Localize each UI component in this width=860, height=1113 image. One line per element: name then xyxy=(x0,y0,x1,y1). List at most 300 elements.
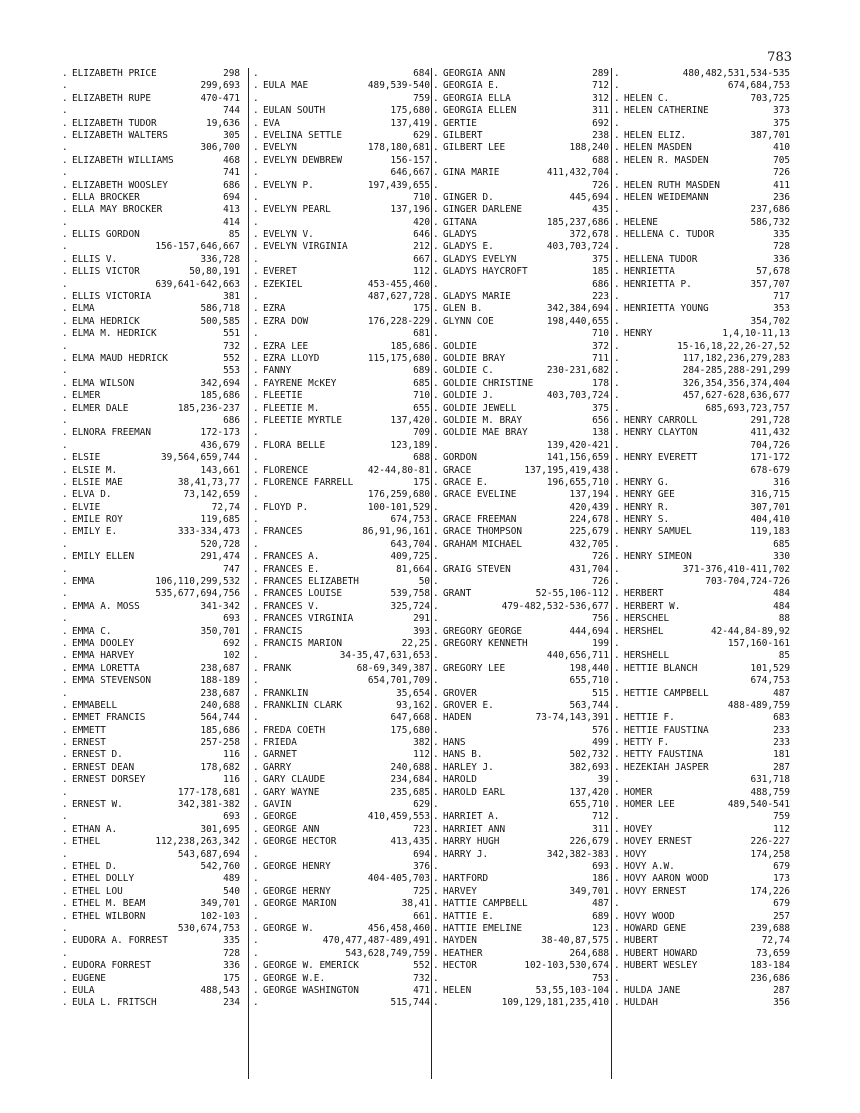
index-entry xyxy=(614,836,790,848)
entry-bullet: . xyxy=(433,390,439,402)
entry-pages: 237,686 xyxy=(750,204,790,216)
entry-bullet: . xyxy=(433,873,439,885)
entry-name: HENRY R. xyxy=(624,501,670,513)
entry-pages: 233 xyxy=(773,724,790,736)
entry-name: EMMA xyxy=(72,576,95,588)
entry-pages: 403,703,724 xyxy=(546,390,609,402)
entry-bullet: . xyxy=(433,848,439,860)
entry-name: ETHEL WILBORN xyxy=(72,910,146,922)
index-entry-continuation xyxy=(614,564,790,576)
entry-bullet: . xyxy=(433,229,439,241)
entry-pages: 307,701 xyxy=(750,501,790,513)
entry-name: EMILE ROY xyxy=(72,514,123,526)
entry-pages: 371-376,410-411,702 xyxy=(682,563,790,575)
index-entry xyxy=(62,204,240,216)
entry-bullet: . xyxy=(614,191,620,203)
entry-pages: 353 xyxy=(773,303,790,315)
entry-pages: 688 xyxy=(413,452,430,464)
entry-name: HOVY AARON WOOD xyxy=(624,873,709,885)
index-entry xyxy=(433,712,609,724)
entry-bullet: . xyxy=(253,340,259,352)
index-entry-continuation xyxy=(614,341,790,353)
index-entry xyxy=(62,390,240,402)
entry-bullet: . xyxy=(433,414,439,426)
entry-bullet: . xyxy=(614,501,620,513)
entry-pages: 264,688 xyxy=(569,947,609,959)
entry-pages: 86,91,96,161 xyxy=(362,526,430,538)
entry-pages: 487 xyxy=(592,898,609,910)
index-entry-continuation xyxy=(62,787,240,799)
index-entry xyxy=(614,688,790,700)
index-entry xyxy=(253,576,430,588)
entry-name: ELMA MAUD HEDRICK xyxy=(72,352,168,364)
entry-bullet: . xyxy=(433,712,439,724)
entry-pages: 470-471 xyxy=(200,92,240,104)
index-entry xyxy=(614,551,790,563)
index-entry xyxy=(614,526,790,538)
entry-bullet: . xyxy=(62,724,68,736)
entry-bullet: . xyxy=(614,737,620,749)
entry-name: ERNEST DEAN xyxy=(72,761,135,773)
entry-name: GEORGE HERNY xyxy=(263,885,331,897)
index-entry xyxy=(62,663,240,675)
entry-bullet: . xyxy=(62,551,68,563)
entry-bullet: . xyxy=(62,402,68,414)
entry-bullet: . xyxy=(253,997,259,1009)
entry-name: FRANCES VIRGINIA xyxy=(263,613,354,625)
entry-bullet: . xyxy=(62,439,68,451)
index-entry xyxy=(62,130,240,142)
index-entry-continuation xyxy=(433,155,609,167)
index-entry-continuation xyxy=(62,849,240,861)
entry-bullet: . xyxy=(62,898,68,910)
entry-pages: 372,678 xyxy=(569,229,609,241)
entry-bullet: . xyxy=(253,724,259,736)
index-entry xyxy=(614,849,790,861)
entry-bullet: . xyxy=(253,303,259,315)
entry-pages: 143,661 xyxy=(200,464,240,476)
entry-bullet: . xyxy=(253,613,259,625)
entry-bullet: . xyxy=(614,105,620,117)
entry-name: ELNORA FREEMAN xyxy=(72,427,152,439)
index-entry-continuation xyxy=(433,180,609,192)
entry-pages: 732 xyxy=(223,340,240,352)
entry-name: FRANCIS MARION xyxy=(263,637,343,649)
entry-bullet: . xyxy=(433,811,439,823)
entry-bullet: . xyxy=(614,774,620,786)
entry-pages: 335 xyxy=(773,229,790,241)
entry-bullet: . xyxy=(62,328,68,340)
entry-bullet: . xyxy=(253,898,259,910)
index-entry-continuation xyxy=(253,539,430,551)
entry-bullet: . xyxy=(62,476,68,488)
entry-pages: 171-172 xyxy=(750,452,790,464)
entry-bullet: . xyxy=(614,885,620,897)
index-entry xyxy=(253,341,430,353)
index-entry-continuation xyxy=(614,675,790,687)
entry-pages: 354,702 xyxy=(750,315,790,327)
index-entry-continuation xyxy=(614,539,790,551)
entry-name: GOLDIE J. xyxy=(443,390,494,402)
entry-bullet: . xyxy=(62,204,68,216)
entry-bullet: . xyxy=(433,551,439,563)
index-entry xyxy=(614,180,790,192)
entry-pages: 656 xyxy=(592,414,609,426)
entry-bullet: . xyxy=(253,154,259,166)
entry-bullet: . xyxy=(253,712,259,724)
index-entry xyxy=(614,254,790,266)
index-entry-continuation xyxy=(62,948,240,960)
entry-pages: 409,725 xyxy=(390,551,430,563)
entry-bullet: . xyxy=(253,414,259,426)
entry-bullet: . xyxy=(433,625,439,637)
entry-name: HATTIE CAMPBELL xyxy=(443,898,528,910)
entry-bullet: . xyxy=(62,625,68,637)
index-entry xyxy=(433,948,609,960)
entry-name: HELEN RUTH MASDEN xyxy=(624,179,720,191)
entry-bullet: . xyxy=(62,377,68,389)
index-entry xyxy=(614,749,790,761)
entry-bullet: . xyxy=(253,786,259,798)
entry-name: HARLEY J. xyxy=(443,761,494,773)
entry-bullet: . xyxy=(433,117,439,129)
entry-pages: 692 xyxy=(223,637,240,649)
entry-name: HETTIE CAMPBELL xyxy=(624,687,709,699)
entry-name: ETHAN A. xyxy=(72,823,118,835)
entry-pages: 299,693 xyxy=(200,80,240,92)
index-entry xyxy=(433,489,609,501)
entry-name: HUBERT WESLEY xyxy=(624,960,698,972)
entry-pages: 711 xyxy=(592,352,609,364)
entry-name: HENRIETTA xyxy=(624,266,675,278)
entry-pages: 703-704,724-726 xyxy=(705,576,790,588)
entry-pages: 116 xyxy=(223,749,240,761)
index-column-2 xyxy=(253,68,430,1079)
entry-name: ETHEL xyxy=(72,836,101,848)
index-entry xyxy=(433,465,609,477)
entry-pages: 468 xyxy=(223,154,240,166)
entry-pages: 212 xyxy=(413,241,430,253)
index-entry-continuation xyxy=(433,613,609,625)
entry-bullet: . xyxy=(62,266,68,278)
entry-name: HOVY xyxy=(624,848,647,860)
entry-name: GINGER DARLENE xyxy=(443,204,523,216)
entry-pages: 693 xyxy=(223,613,240,625)
entry-name: GOLDIE BRAY xyxy=(443,352,506,364)
entry-pages: 712 xyxy=(592,811,609,823)
index-entry xyxy=(253,142,430,154)
entry-name: ELLA BROCKER xyxy=(72,191,140,203)
index-entry xyxy=(433,514,609,526)
index-entry xyxy=(433,403,609,415)
entry-name: GINA MARIE xyxy=(443,167,500,179)
index-entry-continuation xyxy=(253,873,430,885)
index-entry xyxy=(433,588,609,600)
entry-bullet: . xyxy=(614,328,620,340)
entry-pages: 226,679 xyxy=(569,836,609,848)
entry-bullet: . xyxy=(614,365,620,377)
entry-name: EVERET xyxy=(263,266,297,278)
entry-name: ELVA D. xyxy=(72,489,112,501)
entry-name: EZRA DOW xyxy=(263,315,309,327)
entry-bullet: . xyxy=(433,972,439,984)
entry-pages: 411 xyxy=(773,179,790,191)
entry-bullet: . xyxy=(253,823,259,835)
entry-pages: 1,4,10-11,13 xyxy=(722,328,790,340)
index-entry xyxy=(433,564,609,576)
entry-pages: 34-35,47,631,653 xyxy=(339,650,430,662)
entry-bullet: . xyxy=(614,898,620,910)
entry-bullet: . xyxy=(614,142,620,154)
index-entry xyxy=(433,390,609,402)
index-entry xyxy=(433,217,609,229)
entry-bullet: . xyxy=(62,675,68,687)
entry-pages: 336,728 xyxy=(200,253,240,265)
index-entry xyxy=(614,824,790,836)
index-entry-continuation xyxy=(433,601,609,613)
entry-name: FLORENCE xyxy=(263,464,309,476)
entry-bullet: . xyxy=(614,997,620,1009)
entry-bullet: . xyxy=(433,241,439,253)
entry-bullet: . xyxy=(62,848,68,860)
entry-bullet: . xyxy=(433,836,439,848)
entry-pages: 488-489,759 xyxy=(727,699,790,711)
entry-name: EMILY E. xyxy=(72,526,118,538)
entry-bullet: . xyxy=(253,501,259,513)
entry-bullet: . xyxy=(253,427,259,439)
index-entry xyxy=(62,725,240,737)
entry-bullet: . xyxy=(62,823,68,835)
entry-bullet: . xyxy=(253,836,259,848)
index-entry-continuation xyxy=(433,997,609,1009)
index-entry-continuation xyxy=(62,564,240,576)
entry-bullet: . xyxy=(614,154,620,166)
index-entry xyxy=(253,316,430,328)
entry-bullet: . xyxy=(433,68,439,79)
entry-pages: 375 xyxy=(773,117,790,129)
entry-name: FRANCES A. xyxy=(263,551,320,563)
index-entry xyxy=(62,303,240,315)
entry-pages: 224,678 xyxy=(569,514,609,526)
entry-name: GEORGIA ELLEN xyxy=(443,105,517,117)
index-entry xyxy=(614,985,790,997)
index-entry xyxy=(253,118,430,130)
index-entry xyxy=(433,749,609,761)
entry-pages: 175,680 xyxy=(390,105,430,117)
entry-pages: 38,41,73,77 xyxy=(177,476,240,488)
entry-pages: 73,659 xyxy=(756,947,790,959)
entry-pages: 759 xyxy=(413,92,430,104)
index-entry xyxy=(614,911,790,923)
entry-bullet: . xyxy=(253,538,259,550)
entry-name: HOWARD GENE xyxy=(624,922,687,934)
entry-name: GARY WAYNE xyxy=(263,786,320,798)
entry-pages: 311 xyxy=(592,823,609,835)
index-entry xyxy=(62,985,240,997)
entry-pages: 375 xyxy=(592,253,609,265)
index-entry xyxy=(614,799,790,811)
index-entry xyxy=(614,217,790,229)
entry-pages: 330 xyxy=(773,551,790,563)
entry-bullet: . xyxy=(62,526,68,538)
entry-bullet: . xyxy=(62,191,68,203)
index-entry-continuation xyxy=(614,973,790,985)
entry-name: HELLENA TUDOR xyxy=(624,253,698,265)
index-entry-continuation xyxy=(614,700,790,712)
entry-name: HELEN ELIZ. xyxy=(624,129,687,141)
entry-name: GEORGIA E. xyxy=(443,80,500,92)
entry-bullet: . xyxy=(253,551,259,563)
entry-pages: 185,236-237 xyxy=(177,402,240,414)
entry-bullet: . xyxy=(253,229,259,241)
entry-name: EMMETT xyxy=(72,724,106,736)
entry-pages: 325,724 xyxy=(390,600,430,612)
entry-pages: 741 xyxy=(223,167,240,179)
index-entry xyxy=(433,638,609,650)
entry-pages: 535,677,694,756 xyxy=(155,588,240,600)
entry-pages: 287 xyxy=(773,761,790,773)
entry-bullet: . xyxy=(62,229,68,241)
index-entry-continuation xyxy=(253,192,430,204)
entry-pages: 747 xyxy=(223,563,240,575)
entry-bullet: . xyxy=(62,885,68,897)
entry-name: HAROLD xyxy=(443,774,477,786)
entry-pages: 50 xyxy=(418,576,430,588)
entry-pages: 185,686 xyxy=(200,724,240,736)
index-entry xyxy=(253,105,430,117)
entry-bullet: . xyxy=(253,191,259,203)
entry-name: HELEN MASDEN xyxy=(624,142,692,154)
entry-bullet: . xyxy=(62,811,68,823)
entry-pages: 488,759 xyxy=(750,786,790,798)
entry-name: GEORGE WASHINGTON xyxy=(263,984,359,996)
entry-bullet: . xyxy=(62,637,68,649)
entry-pages: 230-231,682 xyxy=(546,365,609,377)
entry-pages: 728 xyxy=(773,241,790,253)
entry-bullet: . xyxy=(62,761,68,773)
entry-pages: 470,477,487-489,491 xyxy=(322,935,430,947)
entry-bullet: . xyxy=(62,563,68,575)
entry-name: GARY CLAUDE xyxy=(263,774,326,786)
entry-pages: 93,162 xyxy=(396,699,430,711)
entry-pages: 38-40,87,575 xyxy=(541,935,609,947)
entry-pages: 484 xyxy=(773,600,790,612)
entry-name: HELEN xyxy=(443,984,472,996)
index-entry xyxy=(62,254,240,266)
entry-pages: 502,732 xyxy=(569,749,609,761)
entry-bullet: . xyxy=(433,191,439,203)
entry-pages: 185 xyxy=(592,266,609,278)
entry-bullet: . xyxy=(433,216,439,228)
index-entry xyxy=(253,737,430,749)
entry-name: EZEKIEL xyxy=(263,278,303,290)
index-entry xyxy=(253,564,430,576)
index-entry xyxy=(253,836,430,848)
entry-pages: 413,435 xyxy=(390,836,430,848)
index-entry-continuation xyxy=(614,353,790,365)
entry-name: HERBERT W. xyxy=(624,600,681,612)
index-entry xyxy=(62,626,240,638)
entry-pages: 489 xyxy=(223,873,240,885)
entry-pages: 316 xyxy=(773,476,790,488)
entry-bullet: . xyxy=(614,489,620,501)
entry-pages: 106,110,299,532 xyxy=(155,576,240,588)
entry-name: HUBERT xyxy=(624,935,658,947)
index-entry-continuation xyxy=(614,465,790,477)
entry-pages: 489,540-541 xyxy=(727,799,790,811)
index-entry xyxy=(433,291,609,303)
entry-bullet: . xyxy=(62,365,68,377)
entry-name: EVELYN P. xyxy=(263,179,314,191)
entry-pages: 705 xyxy=(773,154,790,166)
entry-pages: 759 xyxy=(773,811,790,823)
entry-pages: 678-679 xyxy=(750,464,790,476)
entry-pages: 686 xyxy=(223,179,240,191)
entry-pages: 654,701,709 xyxy=(367,675,430,687)
index-entry xyxy=(62,799,240,811)
entry-bullet: . xyxy=(253,910,259,922)
entry-bullet: . xyxy=(614,922,620,934)
entry-bullet: . xyxy=(62,390,68,402)
entry-pages: 85 xyxy=(228,229,240,241)
index-entry-continuation xyxy=(253,328,430,340)
index-entry xyxy=(62,774,240,786)
entry-name: FLEETIE M. xyxy=(263,402,320,414)
entry-name: HOVY A.W. xyxy=(624,861,675,872)
entry-name: HELEN C. xyxy=(624,92,670,104)
entry-bullet: . xyxy=(253,811,259,823)
entry-bullet: . xyxy=(62,427,68,439)
entry-bullet: . xyxy=(62,960,68,972)
entry-pages: 629 xyxy=(413,799,430,811)
entry-pages: 432,705 xyxy=(569,538,609,550)
index-entry xyxy=(62,489,240,501)
entry-pages: 115,175,680 xyxy=(367,352,430,364)
index-entry xyxy=(62,675,240,687)
index-entry xyxy=(433,688,609,700)
index-entry-continuation xyxy=(433,328,609,340)
entry-name: HATTIE EMELINE xyxy=(443,922,523,934)
entry-bullet: . xyxy=(253,117,259,129)
entry-pages: 257 xyxy=(773,910,790,922)
entry-pages: 487,627,728 xyxy=(367,291,430,303)
entry-pages: 515 xyxy=(592,687,609,699)
entry-pages: 674,753 xyxy=(390,514,430,526)
entry-pages: 420,439 xyxy=(569,501,609,513)
index-entry xyxy=(62,973,240,985)
entry-pages: 85 xyxy=(778,650,790,662)
entry-pages: 726 xyxy=(592,179,609,191)
entry-pages: 539,758 xyxy=(390,588,430,600)
entry-bullet: . xyxy=(62,464,68,476)
index-entry xyxy=(62,180,240,192)
entry-name: HELEN WEIDEMANN xyxy=(624,191,709,203)
entry-name: ELMA xyxy=(72,303,95,315)
entry-pages: 342,382-383 xyxy=(546,848,609,860)
entry-pages: 726 xyxy=(592,551,609,563)
entry-pages: 188,240 xyxy=(569,142,609,154)
entry-name: HANS B. xyxy=(443,749,483,761)
entry-bullet: . xyxy=(614,724,620,736)
entry-pages: 403,703,724 xyxy=(546,241,609,253)
entry-name: FLORA BELLE xyxy=(263,439,326,451)
entry-bullet: . xyxy=(253,390,259,402)
entry-bullet: . xyxy=(62,117,68,129)
entry-pages: 357,707 xyxy=(750,278,790,290)
index-entry xyxy=(433,303,609,315)
entry-bullet: . xyxy=(614,984,620,996)
entry-bullet: . xyxy=(614,972,620,984)
